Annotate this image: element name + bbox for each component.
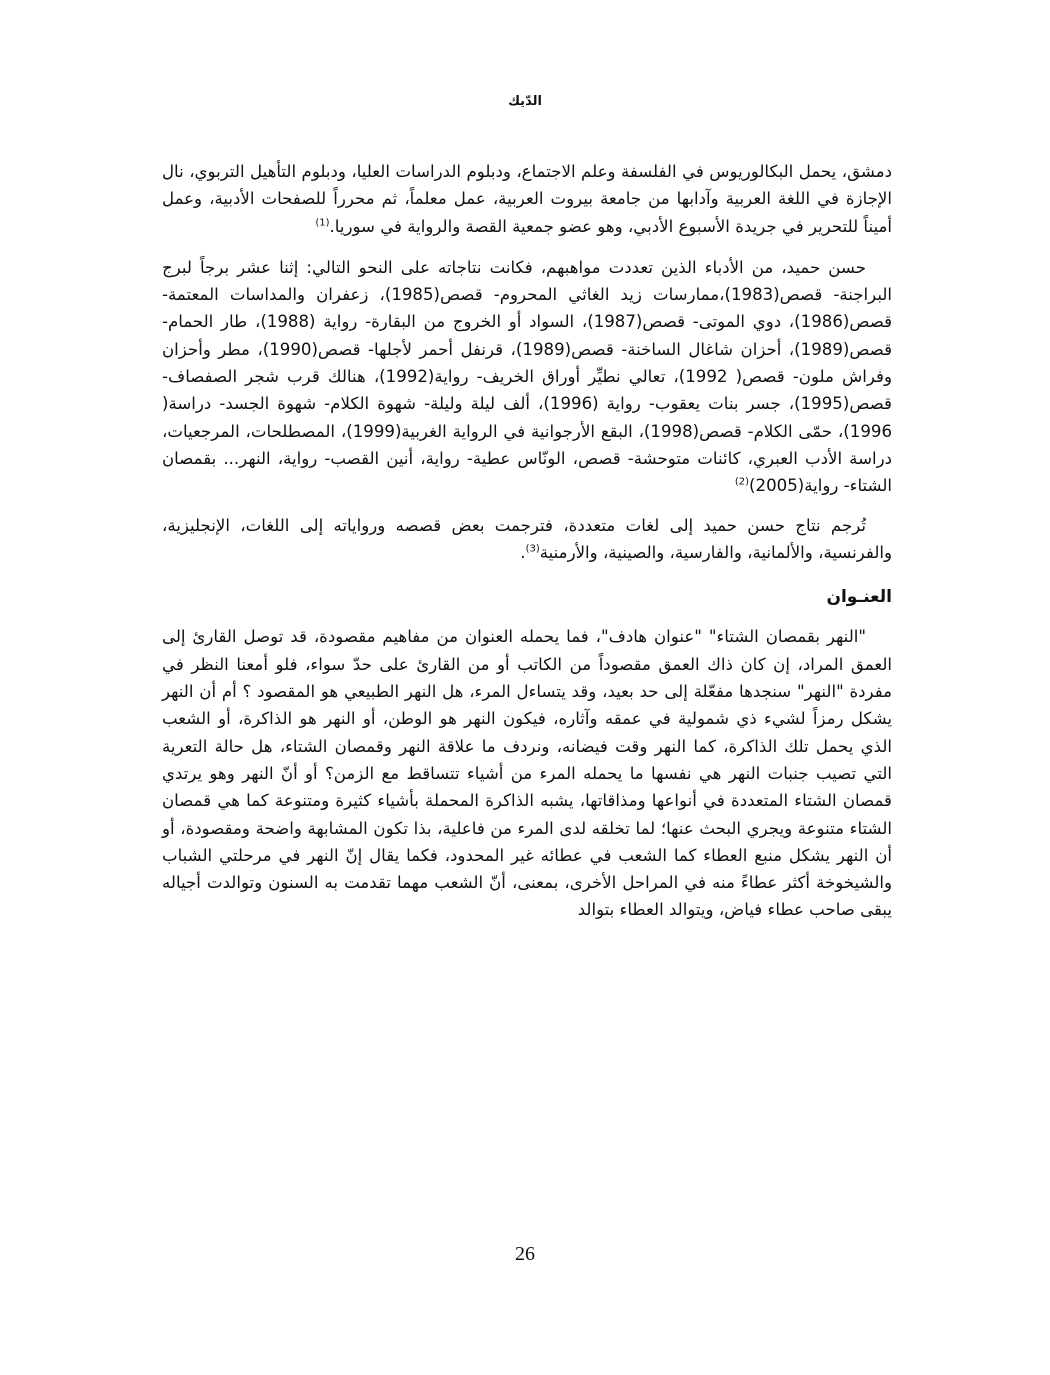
body-text [162, 158, 892, 924]
page-number: 26 [515, 1243, 535, 1265]
paragraph-text: "النهر بقمصان الشتاء" "عنوان هادف"، فما يحمله العنوان من مفاهيم مقصودة، قد توصل القارئ إلى العمق المراد، إن كان ذاك العمق مقصوداً من الكاتب أو من القارئ على حدّ سواء، فلو أمعنا النظر في مفردة "النهر" سنجدها مفعّلة إلى حد بعيد، وقد يتساءل المرء، هل النهر الطبيعي هو المقصود ؟ أم أن النهر يشكل رمزاً لشيء ذي شمولية في عمقه وآثاره، فيكون النهر هو الوطن، أو النهر هو الذاكرة، أو الشعب الذي يحمل تلك الذاكرة، كما النهر وقت فيضانه، ونردف ما علاقة النهر وقمصان الشتاء، هل حالة التعرية التي تصيب جنبات النهر هي نفسها ما يحمله المرء من أشياء تتساقط مع الزمن؟ أو أنّ النهر وهو يرتدي قمصان الشتاء المتعددة في أنواعها ومذاقاتها، يشبه الذاكرة المحملة بأشياء كثيرة ومتنوعة كما هي قمصان الشتاء متنوعة ويجري البحث عنها؛ لما تخلقه لدى المرء من فاعلية، بذا تكون المشابهة واضحة ومقصودة، أو أن النهر يشكل منبع العطاء كما الشعب في عطائه غير المحدود، فكما يقال إنّ النهر في مرحلتي الشباب والشيخوخة أكثر عطاءً منه في المراحل الأخرى، بمعنى، أنّ الشعب مهما تقدمت به السنون وتوالدت أجياله يبقى صاحب عطاء فياض، ويتوالد العطاء بتوالد [162, 627, 892, 920]
paragraph-text: حسن حميد، من الأدباء الذين تعددت مواهبهم، فكانت نتاجاته على النحو التالي: إثنا عشر برجاً لبرج البراجنة- قصص(1983)،ممارسات زيد الغاثي المحروم- قصص(1985)، زعفران والمداسات المعتمة- قصص(1986)، دوي الموتى- قصص(1987)، السواد أو الخروج من البقارة- رواية (1988)، طار الحمام- قصص(1989)، أحزان شاغال الساخنة- قصص(1989)، قرنفل أحمر لأجلها- قصص(1990)، مطر وأحزان وفراش ملون- قصص( 1992)، تعالي نطيِّر أوراق الخريف- رواية(1992)، هنالك قرب شجر الصفصاف- قصص(1995)، جسر بنات يعقوب- رواية (1996)، ألف ليلة وليلة- شهوة الكلام- شهوة الجسد- دراسة( 1996)، حمّى الكلام- قصص(1998)، البقع الأرجوانية في الرواية الغربية(1999)، المصطلحات، المرجعيات، دراسة الأدب العبري، كائنات متوحشة- قصص، الونّاس عطية- رواية، أنين القصب- رواية، النهر... بقمصان الشتاء- رواية(2005) [162, 257, 893, 496]
paragraph-text: دمشق، يحمل البكالوريوس في الفلسفة وعلم الاجتماع، ودبلوم الدراسات العليا، ودبلوم التأهيل التربوي، نال الإجازة في اللغة العربية وآدابها من جامعة بيروت العربية، عمل معلماً، ثم محرراً للصفحات الأدبية، وعمل أميناً للتحرير في جريدة الأسبوع الأدبي، وهو عضو جمعية القصة والرواية في سوريا. [162, 162, 892, 236]
paragraph-translations [162, 512, 892, 567]
paragraph-biography [162, 158, 892, 240]
paragraph-end-punctuation: . [520, 542, 526, 562]
footnote-marker[interactable]: (3) [525, 543, 540, 555]
running-header: الدّيك [508, 94, 542, 109]
footnote-marker[interactable]: (2) [734, 476, 750, 488]
paragraph-text: تُرجم نتاج حسن حميد إلى لغات متعددة، فترجمت بعض قصصه ورواياته إلى اللغات، الإنجليزية، والفرنسية، والألمانية، والفارسية، والصينية، والأرمنية [162, 515, 892, 562]
paragraph-works [162, 254, 892, 500]
section-heading: العنـوان [826, 587, 892, 608]
footnote-marker[interactable]: (1) [315, 217, 330, 229]
paragraph-title-analysis [162, 623, 892, 923]
